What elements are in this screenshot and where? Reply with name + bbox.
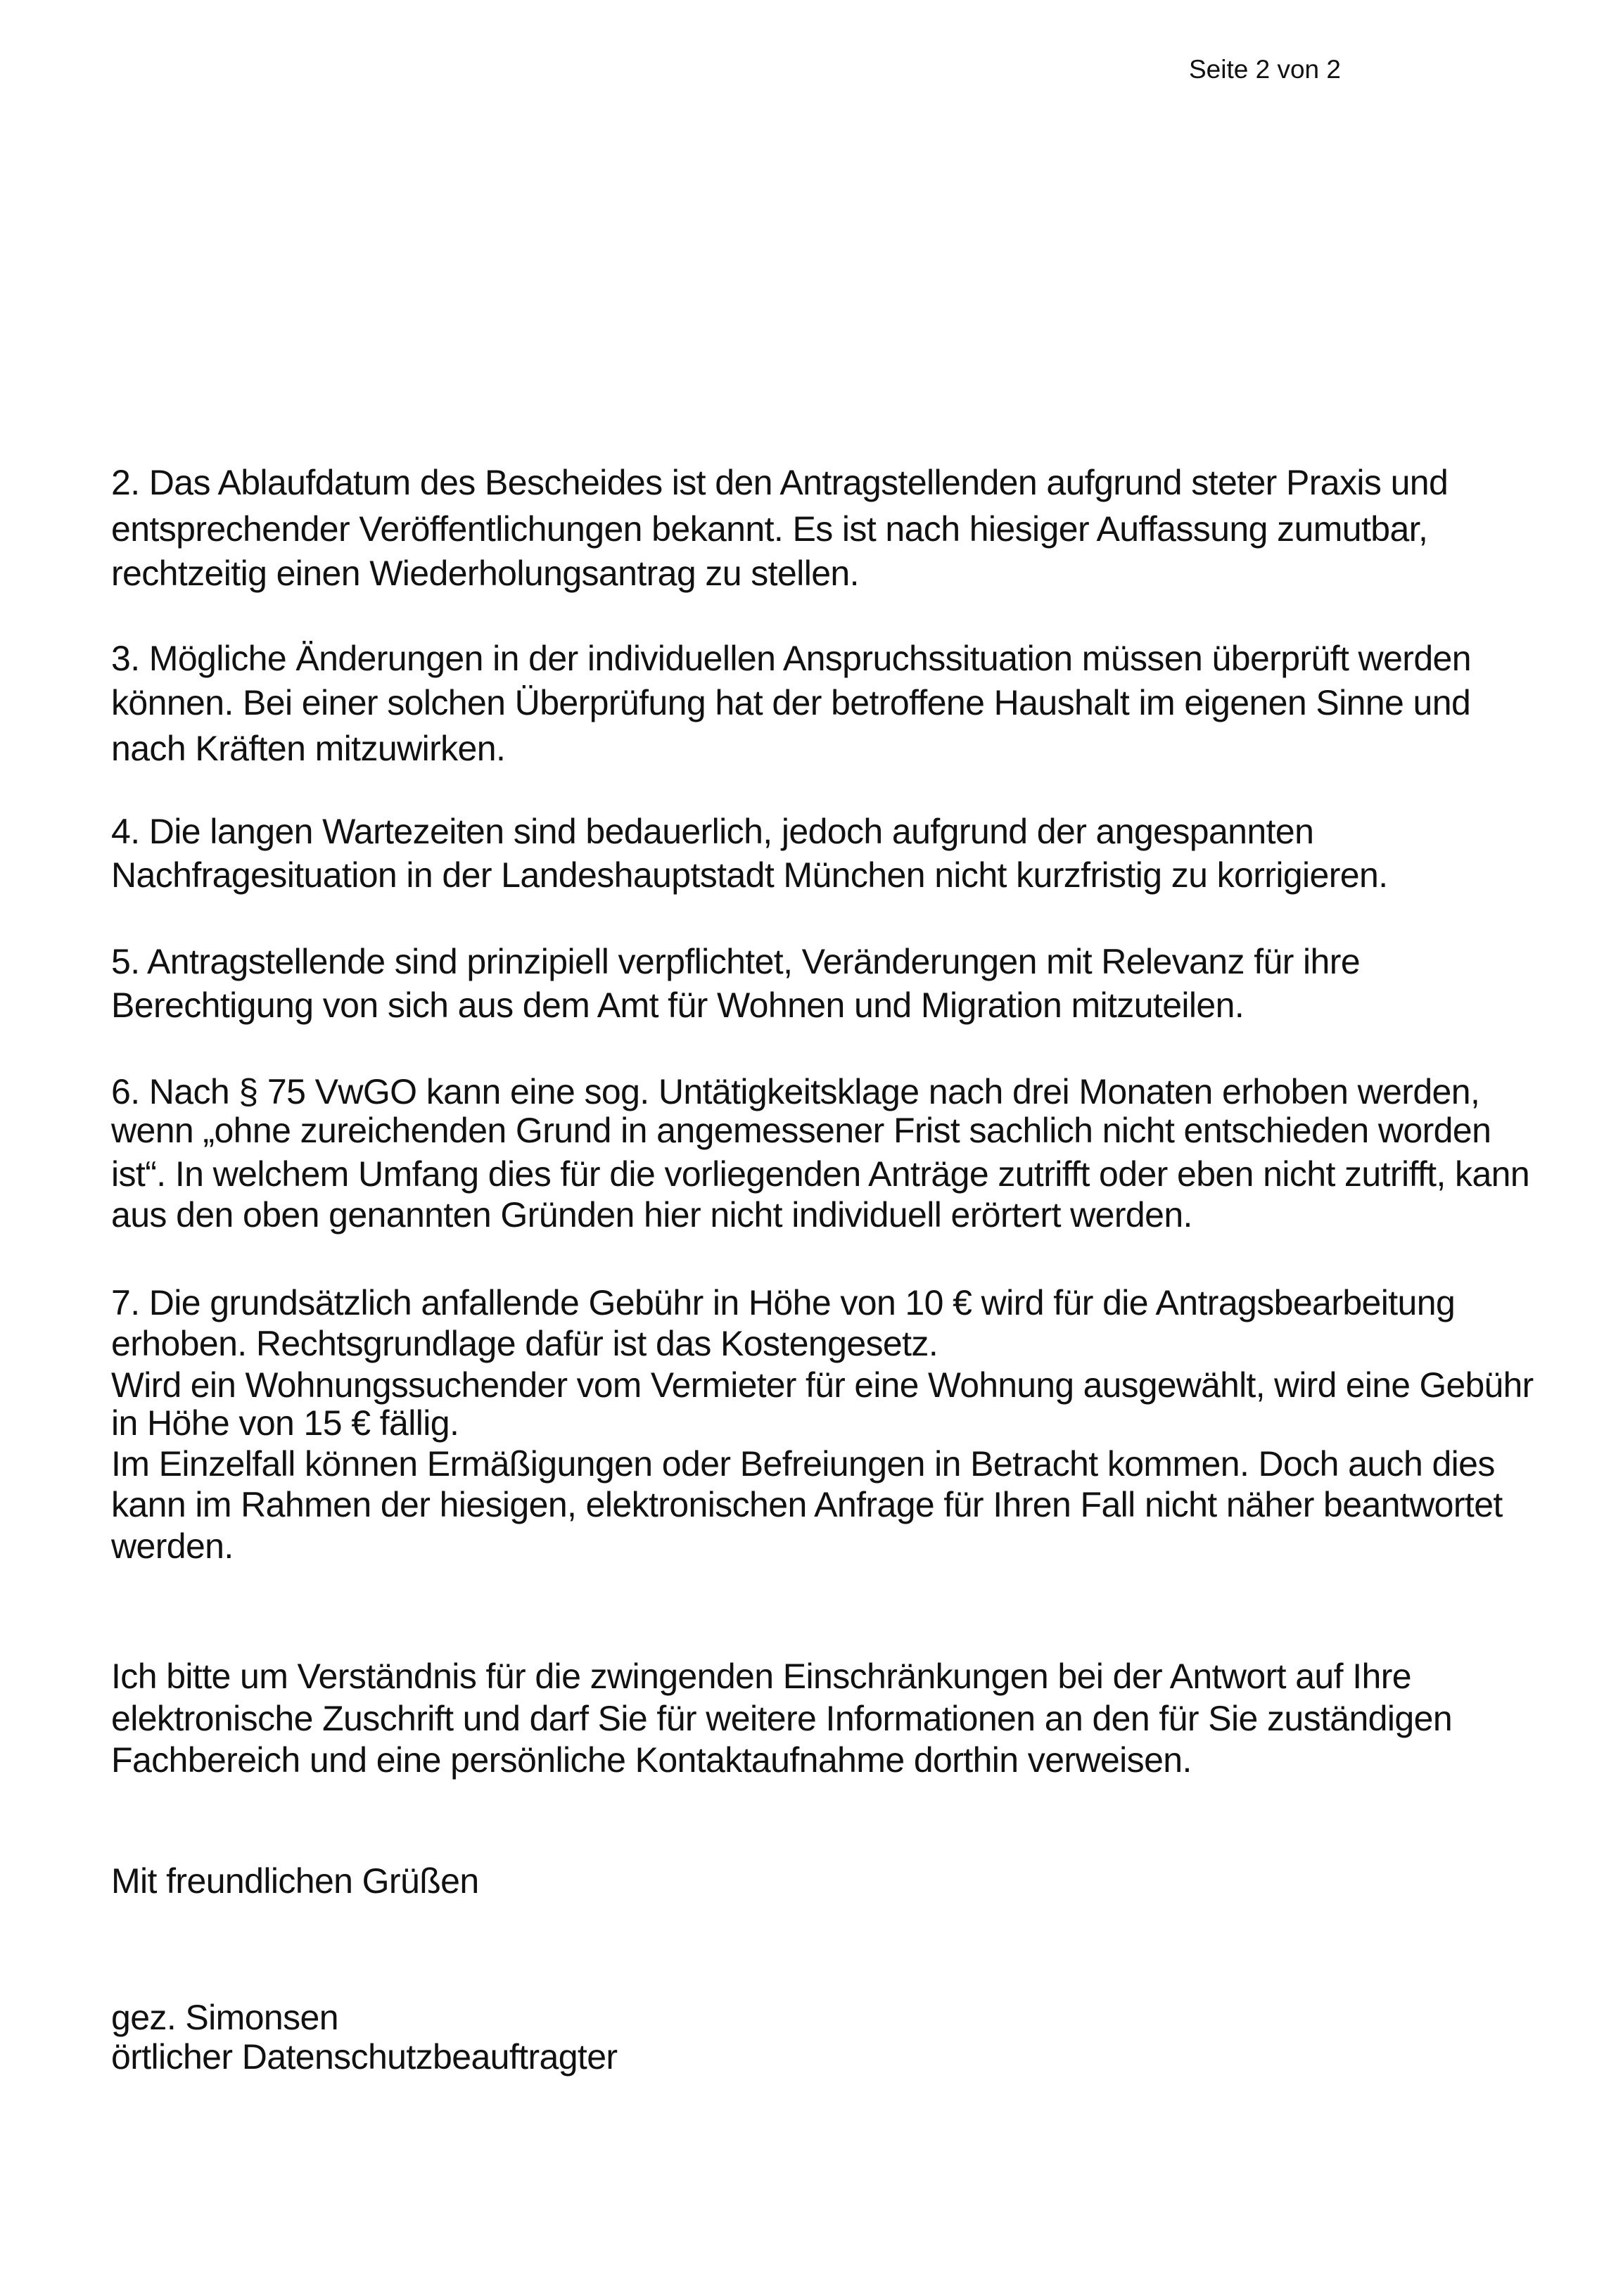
paragraph-3-line-3: nach Kräften mitzuwirken. [111, 729, 506, 768]
closing-line-1: Ich bitte um Verständnis für die zwingenden Einschränkungen bei der Antwort auf Ihre [111, 1657, 1411, 1696]
paragraph-5-line-2: Berechtigung von sich aus dem Amt für Wohnen und Migration mitzuteilen. [111, 986, 1245, 1025]
paragraph-6-line-1: 6. Nach § 75 VwGO kann eine sog. Untätigkeitsklage nach drei Monaten erhoben werden, [111, 1072, 1480, 1111]
paragraph-4-line-2: Nachfragesituation in der Landeshauptstadt München nicht kurzfristig zu korrigieren. [111, 855, 1388, 895]
paragraph-7-line-3: Wird ein Wohnungssuchender vom Vermieter für eine Wohnung ausgewählt, wird eine Gebühr [111, 1365, 1534, 1405]
paragraph-2-line-1: 2. Das Ablaufdatum des Bescheides ist den Antragstellenden aufgrund steter Praxis und [111, 463, 1449, 502]
paragraph-3-line-2: können. Bei einer solchen Überprüfung hat der betroffene Haushalt im eigenen Sinne und [111, 683, 1471, 722]
paragraph-6-line-3: ist“. In welchem Umfang dies für die vorliegenden Anträge zutrifft oder eben nicht zutrifft, kann [111, 1154, 1530, 1194]
signature-title: örtlicher Datenschutzbeauftragter [111, 2037, 618, 2077]
paragraph-3-line-1: 3. Mögliche Änderungen in der individuellen Anspruchssituation müssen überprüft werden [111, 639, 1471, 678]
closing-line-3: Fachbereich und eine persönliche Kontaktaufnahme dorthin verweisen. [111, 1740, 1192, 1780]
paragraph-6-line-2: wenn „ohne zureichenden Grund in angemessener Frist sachlich nicht entschieden worden [111, 1111, 1491, 1150]
paragraph-7-line-5: Im Einzelfall können Ermäßigungen oder Befreiungen in Betracht kommen. Doch auch dies [111, 1444, 1495, 1484]
paragraph-7-line-6: kann im Rahmen der hiesigen, elektronischen Anfrage für Ihren Fall nicht näher beantwortet [111, 1485, 1503, 1524]
greeting: Mit freundlichen Grüßen [111, 1861, 479, 1901]
paragraph-7-line-4: in Höhe von 15 € fällig. [111, 1403, 459, 1443]
signature-name: gez. Simonsen [111, 1998, 338, 2037]
paragraph-7-line-7: werden. [111, 1526, 234, 1566]
paragraph-5-line-1: 5. Antragstellende sind prinzipiell verpflichtet, Veränderungen mit Relevanz für ihre [111, 942, 1361, 981]
paragraph-2-line-2: entsprechender Veröffentlichungen bekannt. Es ist nach hiesiger Auffassung zumutbar, [111, 509, 1428, 549]
paragraph-2-line-3: rechtzeitig einen Wiederholungsantrag zu stellen. [111, 554, 859, 593]
closing-line-2: elektronische Zuschrift und darf Sie für weitere Informationen an den für Sie zuständigen [111, 1699, 1453, 1738]
paragraph-4-line-1: 4. Die langen Wartezeiten sind bedauerlich, jedoch aufgrund der angespannten [111, 812, 1314, 851]
page-indicator: Seite 2 von 2 [1189, 55, 1341, 84]
paragraph-6-line-4: aus den oben genannten Gründen hier nicht individuell erörtert werden. [111, 1195, 1192, 1235]
paragraph-7-line-2: erhoben. Rechtsgrundlage dafür ist das Kostengesetz. [111, 1324, 938, 1363]
paragraph-7-line-1: 7. Die grundsätzlich anfallende Gebühr in Höhe von 10 € wird für die Antragsbearbeitung [111, 1283, 1456, 1322]
